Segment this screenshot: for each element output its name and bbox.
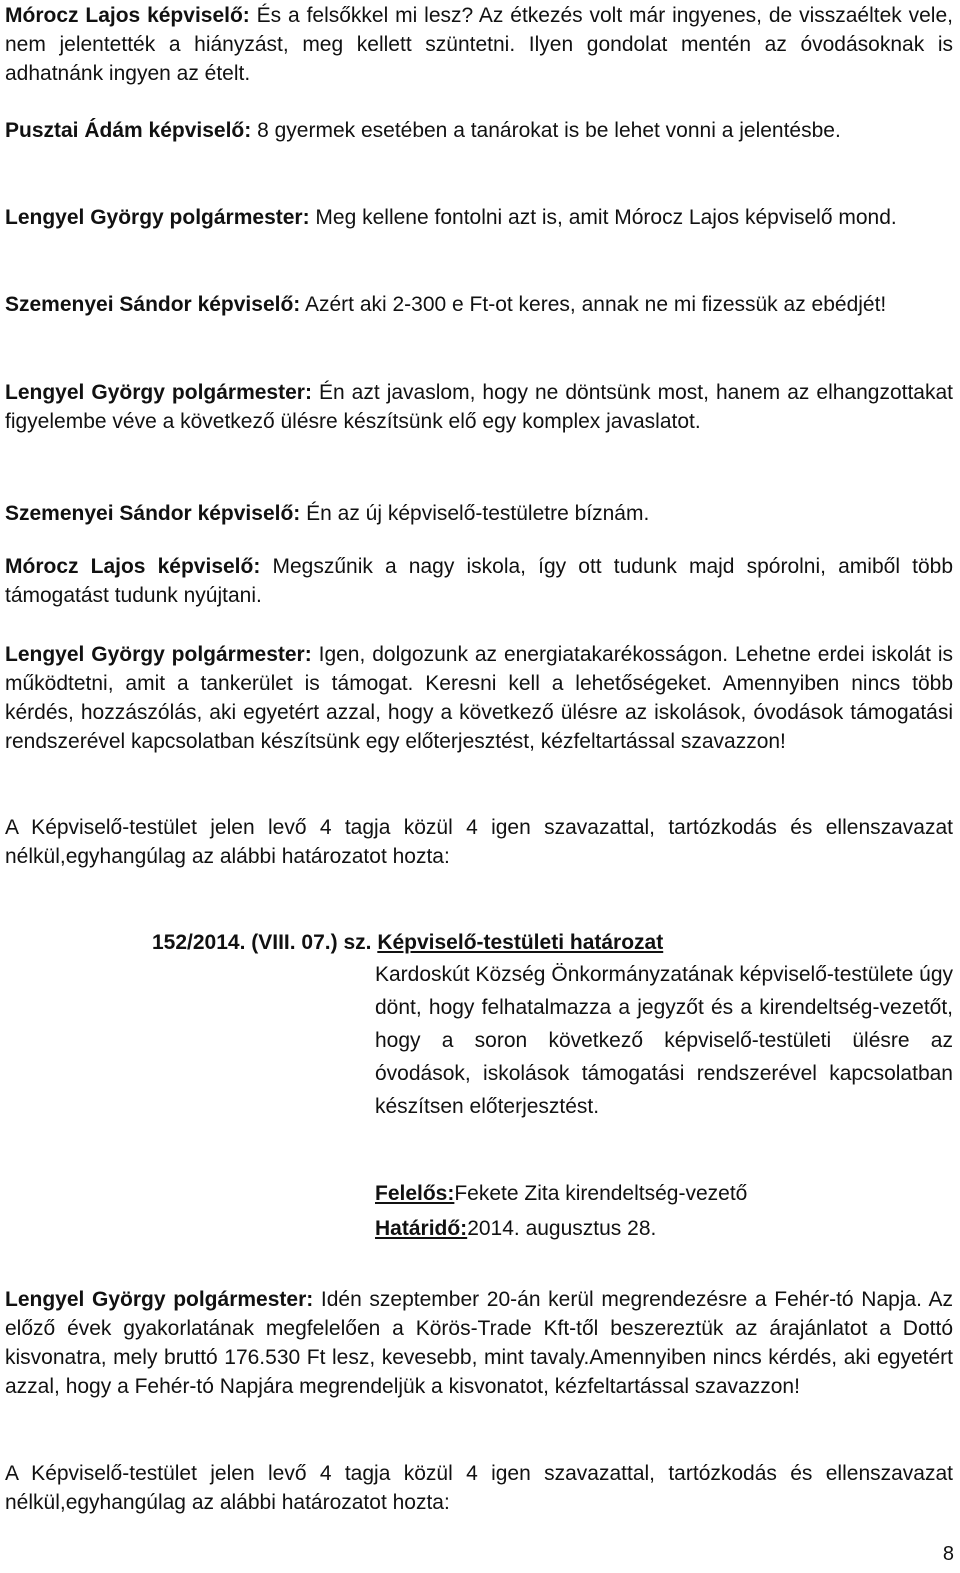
speaker-name: Mórocz Lajos képviselő:: [5, 555, 261, 578]
paragraph-7: [5, 552, 953, 610]
speaker-name: Lengyel György polgármester:: [5, 381, 312, 404]
paragraph-text: A Képviselő-testület jelen levő 4 tagja közül 4 igen szavazattal, tartózkodás és ellenszavazat nélkül,egyhangúlag az alábbi határozatot hozta:: [5, 816, 953, 868]
paragraph-after-1: [5, 1285, 953, 1401]
paragraph-3: [5, 203, 897, 232]
page-number: 8: [942, 1543, 954, 1565]
resolution-number: 152/2014. (VIII. 07.) sz.: [152, 931, 378, 954]
paragraph-text: Megszűnik a nagy iskola, így ott tudunk majd spórolni, amiből több támogatást tudunk nyújtani.: [5, 555, 953, 607]
paragraph-text: És a felsőkkel mi lesz? Az étkezés volt már ingyenes, de visszaéltek vele, nem jelentették a hiányzást, meg kellett szüntetni. Ilyen gondolat mentén az óvodásoknak is adhatnánk ingyen az ételt.: [5, 4, 953, 85]
paragraph-1: [5, 1, 953, 88]
speaker-name: Szemenyei Sándor képviselő:: [5, 293, 301, 316]
resolution-responsible: [375, 1179, 747, 1208]
paragraph-text: Én az új képviselő-testületre bíznám.: [300, 502, 650, 525]
paragraph-text: Meg kellene fontolni azt is, amit Mórocz Lajos képviselő mond.: [309, 206, 897, 229]
paragraph-6: [5, 499, 649, 528]
paragraph-text: Én azt javaslom, hogy ne döntsünk most, hanem az elhangzottakat figyelembe véve a következő ülésre készítsünk elő egy komplex javaslatot.: [5, 381, 953, 433]
paragraph-4: [5, 290, 886, 319]
speaker-name: Lengyel György polgármester:: [5, 206, 310, 229]
speaker-name: Lengyel György polgármester:: [5, 643, 312, 666]
paragraph-5: [5, 378, 953, 436]
paragraph-text: 8 gyermek esetében a tanárokat is be lehet vonni a jelentésbe.: [251, 119, 841, 142]
paragraph-text: Azért aki 2-300 e Ft-ot keres, annak ne mi fizessük az ebédjét!: [300, 293, 887, 316]
paragraph-text: Idén szeptember 20-án kerül megrendezésre a Fehér-tó Napja. Az előző évek gyakorlatának megfelelően a Körös-Trade Kft-től beszereztük az árajánlatot a Dottó kisvonatra, mely bruttó 176.530 Ft lesz, kevesebb, mint tavaly.Amennyiben nincs kérdés, aki egyetért azzal, hogy a Fehér-tó Napjára megrendeljük a kisvonatot, kézfeltartással szavazzon!: [5, 1288, 953, 1398]
deadline-value: 2014. augusztus 28.: [467, 1217, 657, 1240]
resolution-title: Képviselő-testületi határozat: [377, 931, 664, 954]
responsible-value: Fekete Zita kirendeltség-vezető: [454, 1182, 748, 1205]
resolution-heading: [152, 928, 663, 957]
vote-result-paragraph: [5, 813, 953, 871]
vote-result-paragraph-2: [5, 1459, 953, 1517]
speaker-name: Szemenyei Sándor képviselő:: [5, 502, 301, 525]
speaker-name: Mórocz Lajos képviselő:: [5, 4, 250, 27]
resolution-body: Kardoskút Község Önkormányzatának képviselő-testülete úgy dönt, hogy felhatalmazza a jegyzőt és a kirendeltség-vezetőt, hogy a soron következő képviselő-testületi ülésre az óvodások, iskolások támogatási rendszerével kapcsolatban készítsen előterjesztést.: [375, 963, 953, 1118]
paragraph-text: A Képviselő-testület jelen levő 4 tagja közül 4 igen szavazattal, tartózkodás és ellenszavazat nélkül,egyhangúlag az alábbi határozatot hozta:: [5, 1462, 953, 1514]
paragraph-2: [5, 116, 841, 145]
paragraph-8: [5, 640, 953, 756]
deadline-label: Határidő:: [375, 1217, 468, 1240]
speaker-name: Pusztai Ádám képviselő:: [5, 119, 252, 142]
speaker-name: Lengyel György polgármester:: [5, 1288, 314, 1311]
resolution-deadline: [375, 1214, 656, 1243]
paragraph-text: Igen, dolgozunk az energiatakarékosságon. Lehetne erdei iskolát is működtetni, amit a tankerület is támogat. Keresni kell a lehetőségeket. Amennyiben nincs több kérdés, hozzászólás, aki egyetért azzal, hogy a következő ülésre az iskolások, óvodások támogatási rendszerével kapcsolatban készítsünk egy előterjesztést, kézfeltartással szavazzon!: [5, 643, 953, 753]
responsible-label: Felelős:: [375, 1182, 455, 1205]
